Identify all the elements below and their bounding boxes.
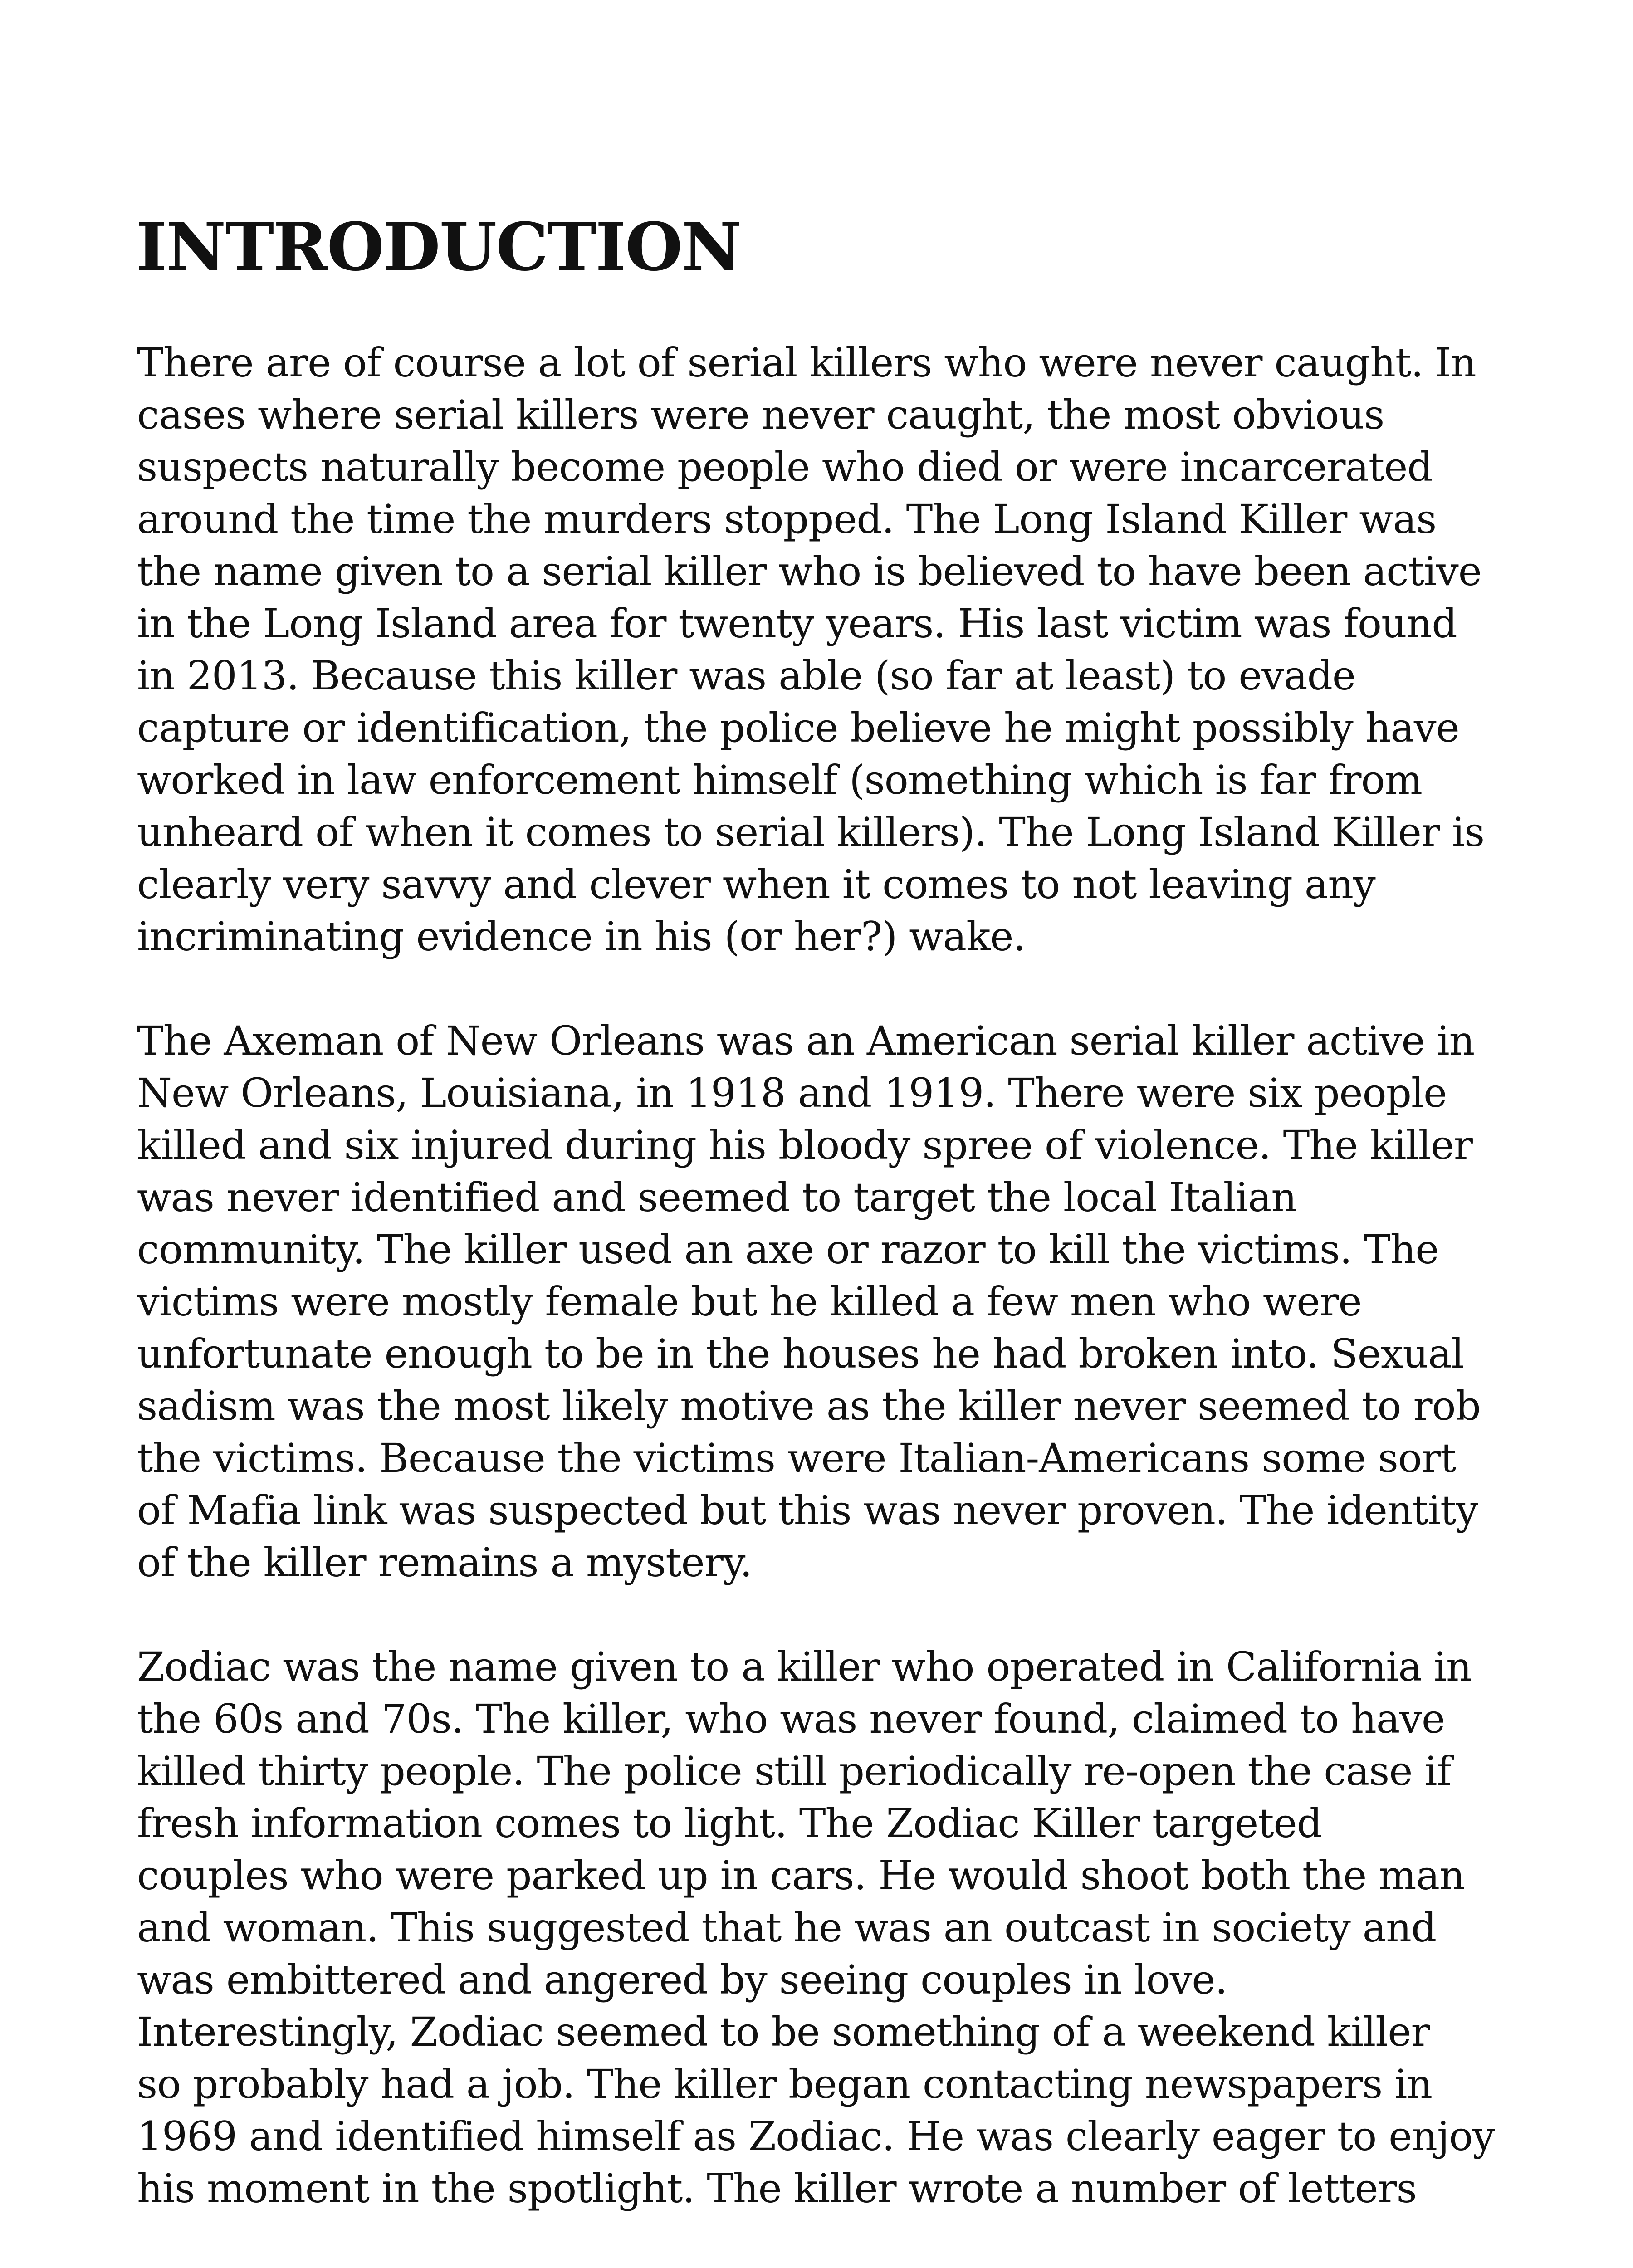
- page-number: [136, 2266, 158, 2268]
- chapter-body: [137, 337, 1495, 2214]
- text-line: unfortunate enough to be in the houses he had broken into. Sexual: [137, 1330, 1464, 1377]
- chapter-heading: INTRODUCTION: [136, 209, 741, 286]
- text-line: Zodiac was the name given to a killer who operated in California in: [137, 1643, 1472, 1690]
- text-line: capture or identification, the police believe he might possibly have: [137, 704, 1459, 751]
- text-line: victims were mostly female but he killed a few men who were: [137, 1278, 1362, 1325]
- text-line: the victims. Because the victims were Italian-Americans some sort: [137, 1435, 1456, 1481]
- text-line: his moment in the spotlight. The killer wrote a number of letters: [137, 2165, 1417, 2212]
- text-line: in 2013. Because this killer was able (so far at least) to evade: [137, 652, 1355, 699]
- text-line: and woman. This suggested that he was an outcast in society and: [137, 1904, 1437, 1951]
- text-line: suspects naturally become people who died or were incarcerated: [137, 444, 1433, 490]
- text-line: unheard of when it comes to serial killers). The Long Island Killer is: [137, 809, 1485, 855]
- text-line: couples who were parked up in cars. He would shoot both the man: [137, 1852, 1465, 1899]
- text-line: incriminating evidence in his (or her?) wake.: [137, 913, 1026, 960]
- paragraph-axeman-new-orleans: [137, 1015, 1481, 1589]
- text-line: sadism was the most likely motive as the killer never seemed to rob: [137, 1383, 1481, 1429]
- paragraph-zodiac-killer: [137, 1641, 1495, 2214]
- text-line: community. The killer used an axe or razor to kill the victims. The: [137, 1226, 1439, 1273]
- text-line: killed thirty people. The police still periodically re-open the case if: [137, 1748, 1452, 1794]
- text-line: There are of course a lot of serial killers who were never caught. In: [137, 339, 1476, 386]
- text-line: of Mafia link was suspected but this was never proven. The identity: [137, 1487, 1478, 1534]
- text-line: 1969 and identified himself as Zodiac. He was clearly eager to enjoy: [137, 2113, 1495, 2160]
- text-line: was embittered and angered by seeing couples in love.: [137, 1956, 1227, 2003]
- text-line: fresh information comes to light. The Zodiac Killer targeted: [137, 1800, 1322, 1847]
- text-line: Interestingly, Zodiac seemed to be something of a weekend killer: [137, 2009, 1430, 2055]
- text-line: worked in law enforcement himself (something which is far from: [137, 757, 1422, 803]
- text-line: was never identified and seemed to target the local Italian: [137, 1174, 1296, 1221]
- text-line: of the killer remains a mystery.: [137, 1539, 752, 1586]
- text-line: the name given to a serial killer who is believed to have been active: [137, 548, 1481, 595]
- text-line: killed and six injured during his bloody spree of violence. The killer: [137, 1122, 1472, 1168]
- text-line: the 60s and 70s. The killer, who was never found, claimed to have: [137, 1696, 1445, 1742]
- text-line: in the Long Island area for twenty years. His last victim was found: [137, 600, 1457, 647]
- text-line: New Orleans, Louisiana, in 1918 and 1919. There were six people: [137, 1070, 1447, 1116]
- text-line: clearly very savvy and clever when it comes to not leaving any: [137, 861, 1375, 908]
- text-line: cases where serial killers were never caught, the most obvious: [137, 391, 1384, 438]
- text-line: so probably had a job. The killer began contacting newspapers in: [137, 2061, 1433, 2107]
- paragraph-long-island-killer: [137, 337, 1485, 963]
- text-line: The Axeman of New Orleans was an American serial killer active in: [137, 1017, 1475, 1064]
- text-line: around the time the murders stopped. The Long Island Killer was: [137, 496, 1437, 543]
